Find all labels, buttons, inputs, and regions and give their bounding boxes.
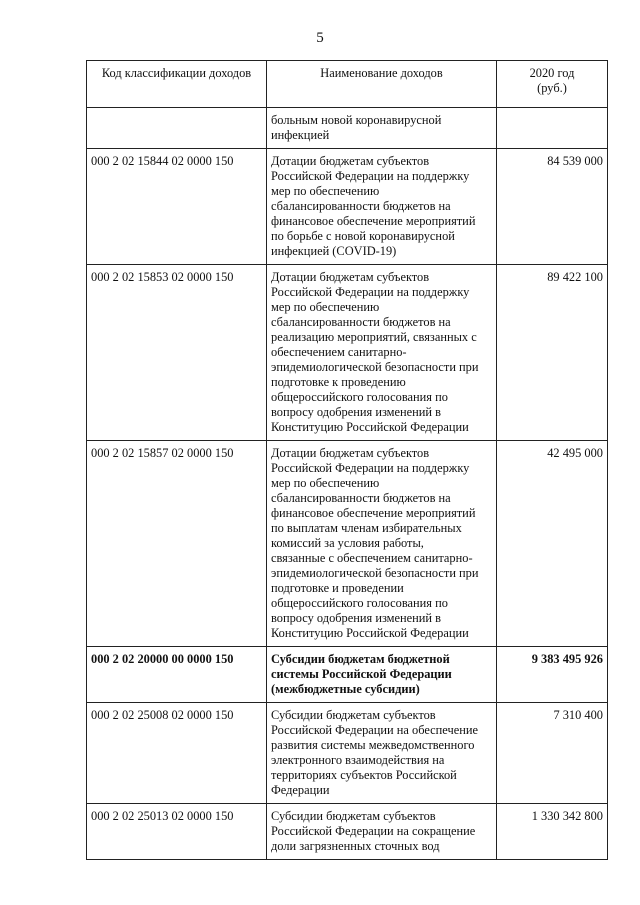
table-row (87, 265, 608, 441)
revenue-name-line: Конституцию Российской Федерации (271, 420, 469, 434)
revenue-amount: 84 539 000 (497, 149, 608, 265)
revenue-name-line: Субсидии бюджетам субъектов (271, 809, 436, 823)
revenue-name-line: эпидемиологической безопасности при (271, 360, 479, 374)
revenue-name-line: Дотации бюджетам субъектов (271, 446, 430, 460)
revenue-name-line: финансовое обеспечение мероприятий (271, 506, 476, 520)
revenue-name-line: общероссийского голосования по (271, 390, 448, 404)
revenue-name-line: развития системы межведомственного (271, 738, 475, 752)
revenue-code (87, 108, 267, 149)
revenue-amount: 42 495 000 (497, 441, 608, 647)
revenue-name-line: инфекцией (COVID-19) (271, 244, 397, 258)
revenue-name-line: мер по обеспечению (271, 184, 380, 198)
revenue-name-line: Российской Федерации на поддержку (271, 285, 470, 299)
revenue-name-line: Федерации (271, 783, 330, 797)
revenue-name-line: Дотации бюджетам субъектов (271, 154, 430, 168)
revenue-name-line: инфекцией (271, 128, 330, 142)
revenue-code: 000 2 02 15857 02 0000 150 (87, 441, 267, 647)
revenue-name-line: Конституцию Российской Федерации (271, 626, 469, 640)
revenue-name-line: Субсидии бюджетам субъектов (271, 708, 436, 722)
revenue-name-line: Дотации бюджетам субъектов (271, 270, 430, 284)
page-number: 5 (316, 30, 324, 46)
revenue-code: 000 2 02 15853 02 0000 150 (87, 265, 267, 441)
revenue-name-line: вопросу одобрения изменений в (271, 405, 441, 419)
header-code: Код классификации доходов (87, 61, 267, 108)
revenue-name (267, 265, 497, 441)
revenue-amount: 7 310 400 (497, 703, 608, 804)
revenue-name-line: обеспечением санитарно- (271, 345, 407, 359)
revenue-code: 000 2 02 15844 02 0000 150 (87, 149, 267, 265)
revenue-name-line: Российской Федерации на сокращение (271, 824, 476, 838)
revenue-name-line: территориях субъектов Российской (271, 768, 457, 782)
revenue-name-line: электронного взаимодействия на (271, 753, 445, 767)
revenue-name-line: реализацию мероприятий, связанных с (271, 330, 477, 344)
revenue-name-line: больным новой коронавирусной (271, 113, 442, 127)
revenue-name (267, 441, 497, 647)
header-year-label: 2020 год (529, 66, 575, 80)
revenue-name-line: мер по обеспечению (271, 300, 380, 314)
revenue-table (86, 60, 608, 860)
revenue-name (267, 647, 497, 703)
revenue-name (267, 703, 497, 804)
revenue-code: 000 2 02 20000 00 0000 150 (87, 647, 267, 703)
revenue-name-line: сбалансированности бюджетов на (271, 315, 451, 329)
revenue-name-line: связанные с обеспечением санитарно- (271, 551, 473, 565)
revenue-name-line: Российской Федерации на поддержку (271, 461, 470, 475)
table-row (87, 108, 608, 149)
revenue-name-line: сбалансированности бюджетов на (271, 199, 451, 213)
header-year (497, 61, 608, 108)
table-body (87, 108, 608, 860)
revenue-name-line: по борьбе с новой коронавирусной (271, 229, 455, 243)
revenue-amount: 9 383 495 926 (497, 647, 608, 703)
revenue-name-line: Субсидии бюджетам бюджетной (271, 652, 450, 666)
revenue-code: 000 2 02 25013 02 0000 150 (87, 804, 267, 860)
revenue-code: 000 2 02 25008 02 0000 150 (87, 703, 267, 804)
revenue-name-line: финансовое обеспечение мероприятий (271, 214, 476, 228)
revenue-name-line: вопросу одобрения изменений в (271, 611, 441, 625)
revenue-amount (497, 108, 608, 149)
table-header (87, 61, 608, 108)
revenue-name-line: сбалансированности бюджетов на (271, 491, 451, 505)
revenue-name-line: доли загрязненных сточных вод (271, 839, 440, 853)
revenue-name-line: общероссийского голосования по (271, 596, 448, 610)
revenue-name-line: эпидемиологической безопасности при (271, 566, 479, 580)
revenue-name-line: подготовке к проведению (271, 375, 406, 389)
header-year-unit: (руб.) (537, 81, 567, 95)
header-name: Наименование доходов (267, 61, 497, 108)
table-row (87, 647, 608, 703)
revenue-name-line: подготовке и проведении (271, 581, 404, 595)
revenue-name-line: системы Российской Федерации (271, 667, 452, 681)
table-row (87, 804, 608, 860)
table-row (87, 441, 608, 647)
revenue-name-line: по выплатам членам избирательных (271, 521, 462, 535)
revenue-name (267, 149, 497, 265)
revenue-name-line: комиссий за условия работы, (271, 536, 424, 550)
revenue-amount: 1 330 342 800 (497, 804, 608, 860)
revenue-name-line: Российской Федерации на поддержку (271, 169, 470, 183)
revenue-name (267, 108, 497, 149)
revenue-name-line: мер по обеспечению (271, 476, 380, 490)
revenue-name-line: Российской Федерации на обеспечение (271, 723, 478, 737)
revenue-amount: 89 422 100 (497, 265, 608, 441)
table-row (87, 703, 608, 804)
table-row (87, 149, 608, 265)
revenue-name (267, 804, 497, 860)
revenue-name-line: (межбюджетные субсидии) (271, 682, 420, 696)
